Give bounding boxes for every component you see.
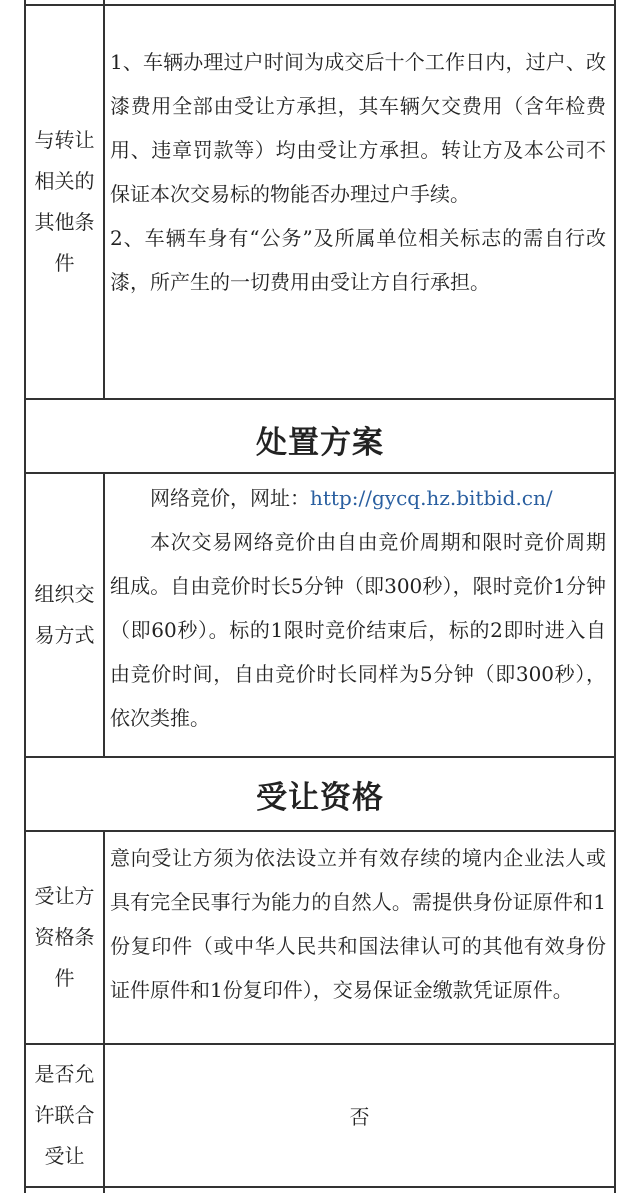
condition-paragraph-1: 1、车辆办理过户时间为成交后十个工作日内，过户、改漆费用全部由受让方承担，其车辆欠交费用（含年检费用、违章罚款等）均由受让方承担。转让方及本公司不保证本次交易标的物能否办理过户手续。 <box>110 50 606 206</box>
section-title-disposal: 处置方案 <box>256 424 384 461</box>
row-label-qualification <box>26 832 103 1043</box>
auction-url-line <box>110 476 606 520</box>
row-content-transfer-conditions <box>105 40 614 304</box>
joint-value: 否 <box>349 1105 370 1129</box>
condition-paragraph-2: 2、车辆车身有“公务”及所属单位相关标志的需自行改漆，所产生的一切费用由受让方自行承担。 <box>110 226 606 294</box>
table-divider <box>24 398 616 400</box>
section-title-qualification: 受让资格 <box>256 779 384 816</box>
table-border-bottom <box>24 1186 616 1188</box>
row-label-trade-method <box>26 474 103 756</box>
auction-rules-paragraph: 本次交易网络竞价由自由竞价周期和限时竞价周期组成。自由竞价时长5分钟（即300秒），限时竞价1分钟（即60秒）。标的1限时竞价结束后，标的2即时进入自由竞价时间，自由竞价时长同样为5分钟（即300秒），依次类推。 <box>110 530 606 730</box>
row-value-joint <box>105 1045 614 1186</box>
auction-url-link[interactable]: http://gycq.hz.bitbid.cn/ <box>310 486 553 510</box>
label-text: 组织交易方式 <box>34 582 95 647</box>
label-text: 与转让相关的其他条件 <box>34 128 95 275</box>
label-text: 受让方资格条件 <box>34 884 95 990</box>
table-divider <box>24 472 616 474</box>
table-border-right <box>614 0 616 1193</box>
qualification-paragraph: 意向受让方须为依法设立并有效存续的境内企业法人或具有完全民事行为能力的自然人。需提供身份证原件和1份复印件（或中华人民共和国法律认可的其他有效身份证件原件和1份复印件），交易保证金缴款凭证原件。 <box>110 846 606 1002</box>
auction-url-prefix: 网络竞价，网址： <box>150 486 310 510</box>
row-content-qualification <box>105 836 614 1012</box>
row-label-joint <box>26 1045 103 1186</box>
row-content-trade-method <box>105 476 614 740</box>
label-text: 是否允许联合受让 <box>34 1062 95 1168</box>
table-divider <box>24 830 616 832</box>
row-label-transfer-conditions <box>26 6 103 398</box>
table-border-top <box>24 4 616 6</box>
